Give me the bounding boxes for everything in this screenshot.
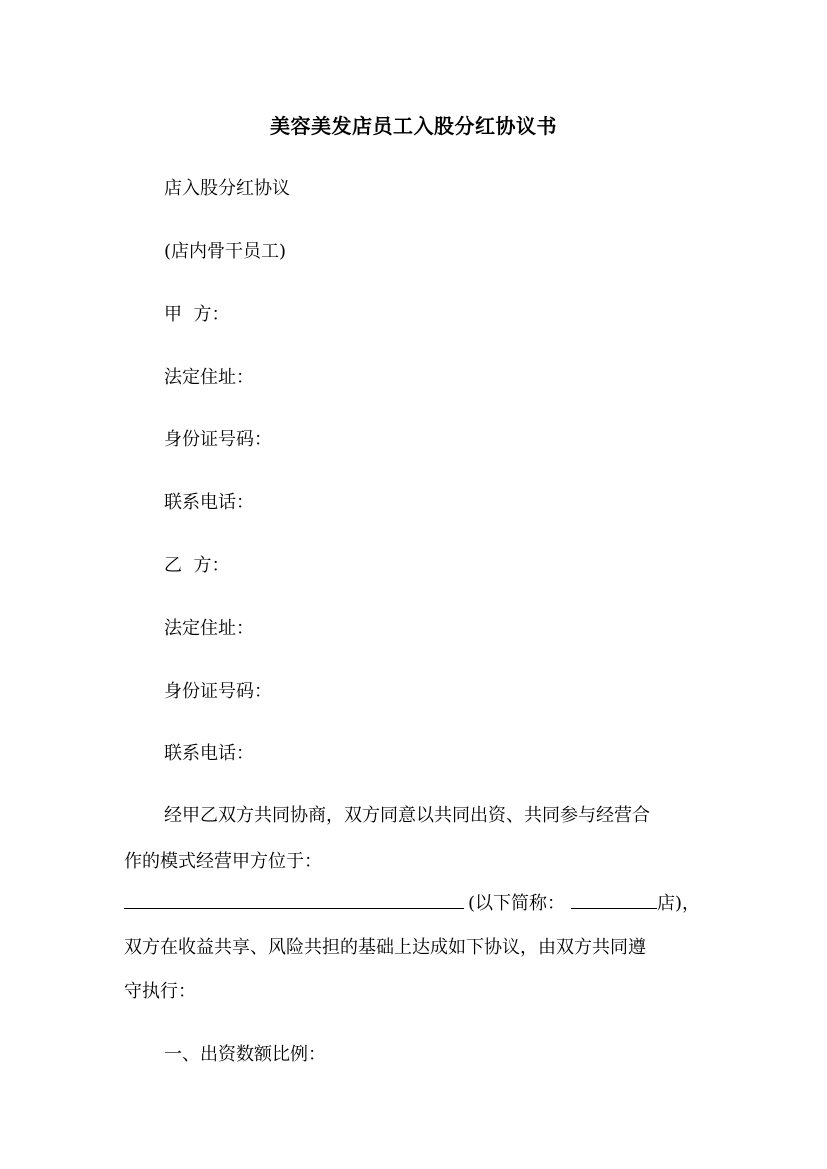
shop-name-blank — [571, 890, 657, 909]
party-a-address-label: 法定住址： — [164, 367, 254, 388]
section-1-heading: 一、出资数额比例： — [164, 1044, 326, 1065]
party-b-id-label: 身份证号码： — [164, 681, 272, 702]
party-b-phone-label: 联系电话： — [164, 743, 254, 764]
party-a-id-label: 身份证号码： — [164, 429, 272, 450]
party-b-address-label: 法定住址： — [164, 618, 254, 639]
abbr-end: 店)， — [657, 893, 701, 914]
body-line-5: 守执行： — [124, 981, 196, 1002]
agreement-note: (店内骨干员工) — [164, 241, 287, 262]
body-line-3 — [124, 889, 710, 915]
party-b-label: 乙 方： — [164, 555, 230, 576]
body-line-4: 双方在收益共享、风险共担的基础上达成如下协议，由双方共同遵 — [124, 937, 646, 958]
body-line-2: 作的模式经营甲方位于： — [124, 851, 322, 872]
location-blank — [124, 890, 464, 909]
party-a-label: 甲 方： — [164, 304, 230, 325]
agreement-subtitle: 店入股分红协议 — [164, 178, 290, 199]
party-a-phone-label: 联系电话： — [164, 492, 254, 513]
body-line-1: 经甲乙双方共同协商，双方同意以共同出资、共同参与经营合 — [164, 805, 650, 826]
abbr-label: (以下简称： — [468, 893, 566, 914]
document-title: 美容美发店员工入股分红协议书 — [270, 114, 557, 138]
